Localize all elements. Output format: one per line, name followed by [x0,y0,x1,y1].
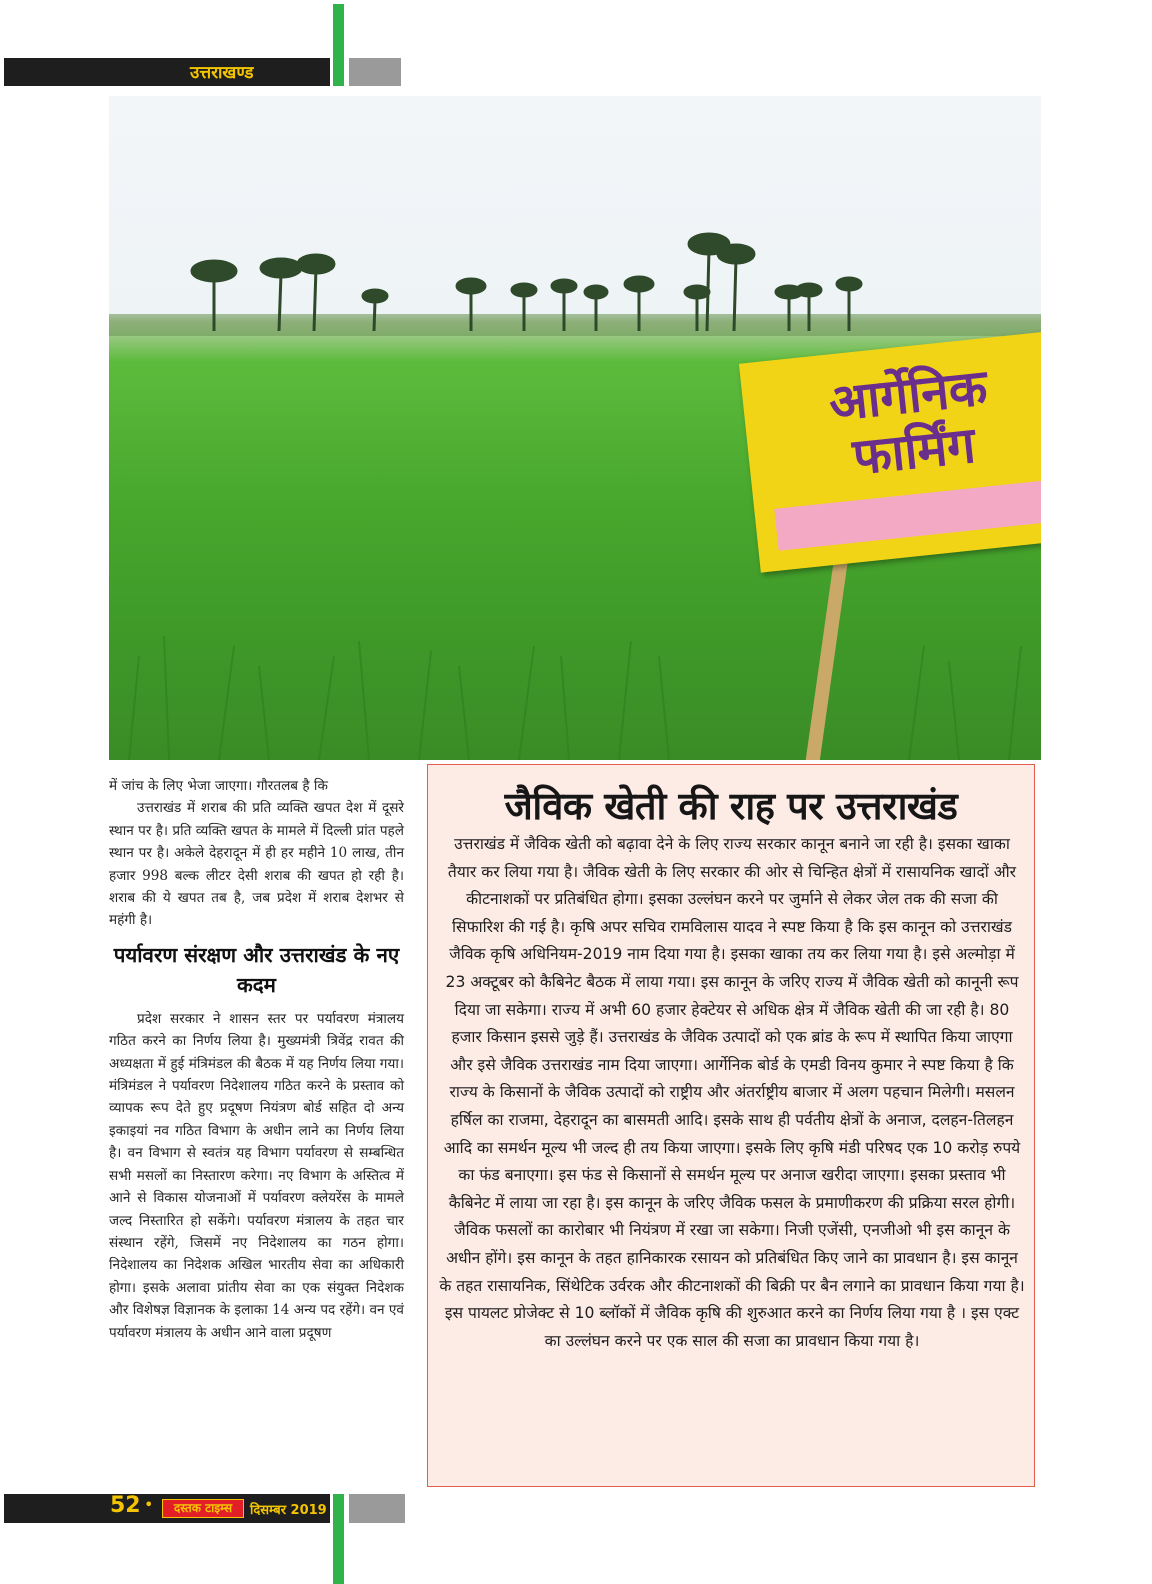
left-paragraph-3: प्रदेश सरकार ने शासन स्तर पर पर्यावरण मंत्रालय गठित करने का निर्णय लिया है। मुख्यमंत्री त्रिवेंद्र रावत की अध्यक्षता में हुई मंत्रिमंडल की बैठक में यह निर्णय लिया गया। मंत्रिमंडल ने पर्यावरण निदेशालय गठित करने के प्रस्ताव को व्यापक रूप देते हुए प्रदूषण नियंत्रण बोर्ड सहित दो अन्य इकाइयां नव गठित विभाग के अधीन लाने का निर्णय लिया है। वन विभाग से स्वतंत्र यह विभाग पर्यावरण से सम्बन्धित सभी मसलों का निस्तारण करेगा। नए विभाग के अस्तित्व में आने से विकास योजनाओं में पर्यावरण क्लेयरेंस के मामले जल्द निस्तारित हो सकेंगे। पर्यावरण मंत्रालय के तहत चार संस्थान रहेंगे, जिसमें नए निदेशालय का गठन होगा। निदेशालय का निदेशक अखिल भारतीय सेवा का अधिकारी होगा। इसके अलावा प्रांतीय सेवा का एक संयुक्त निदेशक और विशेषज्ञ विज्ञानक के इलाका 14 अन्य पद रहेंगे। वन एवं पर्यावरण मंत्रालय के अधीन आने वाला प्रदूषण [109,1010,404,1341]
footer-accent-green [333,1494,344,1584]
issue-date: दिसम्बर 2019 [250,1503,327,1518]
header-bar [4,58,330,86]
footer-bullet: • [144,1495,154,1514]
article-body: उत्तराखंड में जैविक खेती को बढ़ावा देने के लिए राज्य सरकार कानून बनाने जा रही है। इसका खाका तैयार कर लिया गया है। जैविक खेती के लिए सरकार की ओर से चिन्हित क्षेत्रों में रासायनिक खादों और कीटनाशकों पर प्रतिबंधित होगा। इसका उल्लंघन करने पर जुर्माने से लेकर जेल तक की सजा की सिफारिश की गई है। कृषि अपर सचिव रामविलास यादव ने स्पष्ट किया है कि इस कानून को उत्तराखंड जैविक कृषि अधिनियम-2019 नाम दिया गया है। इसका खाका तय कर लिया गया है। इसे अल्मोड़ा में 23 अक्टूबर को कैबिनेट बैठक में लाया गया। इस कानून के जरिए राज्य में जैविक खेती को कानूनी रूप दिया जा सकेगा। राज्य में अभी 60 हजार हेक्टेयर से अधिक क्षेत्र में जैविक खेती की जा रही है। 80 हजार किसान इससे जुड़े हैं। उत्तराखंड के जैविक उत्पादों को एक ब्रांड के रूप में स्थापित किया जाएगा और इसे जैविक उत्तराखंड नाम दिया जाएगा। आर्गेनिक बोर्ड के एमडी विनय कुमार ने स्पष्ट किया है कि राज्य के किसानों के जैविक उत्पादों को राष्ट्रीय और अंतर्राष्ट्रीय बाजार में अलग पहचान मिलेगी। मसलन हर्षिल का राजमा, देहरादून का बासमती आदि। इसके साथ ही पर्वतीय क्षेत्रों के अनाज, दलहन-तिलहन आदि का समर्थन मूल्य भी जल्द ही तय किया जाएगा। इसके लिए कृषि मंडी परिषद एक 10 करोड़ रुपये का फंड बनाएगा। इस फंड से किसानों से समर्थन मूल्य पर अनाज खरीदा जाएगा। इसका प्रस्ताव भी कैबिनेट में लाया जा रहा है। इस कानून के जरिए जैविक फसल के प्रमाणीकरण की प्रक्रिया सरल होगी। जैविक फसलों का कारोबार भी नियंत्रण में रखा जा सकेगा। निजी एजेंसी, एनजीओ भी इस कानून के अधीन होंगे। इस कानून के तहत हानिकारक रसायन को प्रतिबंधित किए जाने का प्रावधान है। इस कानून के तहत रासायनिक, सिंथेटिक उर्वरक और कीटनाशकों की बिक्री पर बैन लगाने का प्रावधान किया गया है। इस पायलट प्रोजेक्ट से 10 ब्लॉकों में जैविक कृषि की शुरुआत करने का निर्णय लिया गया है । इस एक्ट का उल्लंघन करने पर एक साल की सजा का प्रावधान किया गया है। [439,835,1025,1350]
header-accent-gray [349,58,401,86]
organic-farming-photo [109,96,1041,760]
article-box [427,764,1035,1487]
section-label: उत्तराखण्ड [190,63,254,83]
magazine-logo: दस्तक टाइम्स [162,1499,244,1518]
sign-strip [774,479,1041,551]
footer-accent-gray [349,1494,405,1523]
left-paragraph-2: उत्तराखंड में शराब की प्रति व्यक्ति खपत देश में दूसरे स्थान पर है। प्रति व्यक्ति खपत के मामले में दिल्ली प्रांत पहले स्थान पर है। अकेले देहरादून में ही हर महीने 10 लाख, तीन हजार 998 बल्क लीटर देसी शराब की खपत हो रही है। शराब की ये खपत तब है, जब प्रदेश में शराब देशभर से महंगी है। [109,800,404,929]
left-paragraph-1: में जांच के लिए भेजा जाएगा। गौरतलब है कि [109,778,328,794]
left-column [109,775,404,1344]
sign-line-1: आर्गेनिक [826,358,990,433]
page-number: 52 [110,1493,141,1518]
left-subheading: पर्यावरण संरक्षण और उत्तराखंड के नए कदम [113,942,400,997]
organic-farming-sign [739,329,1041,572]
sign-line-2: फार्मिंग [850,415,978,487]
article-title: जैविक खेती की राह पर उत्तराखंड [504,784,958,828]
header-accent-green [333,4,344,86]
